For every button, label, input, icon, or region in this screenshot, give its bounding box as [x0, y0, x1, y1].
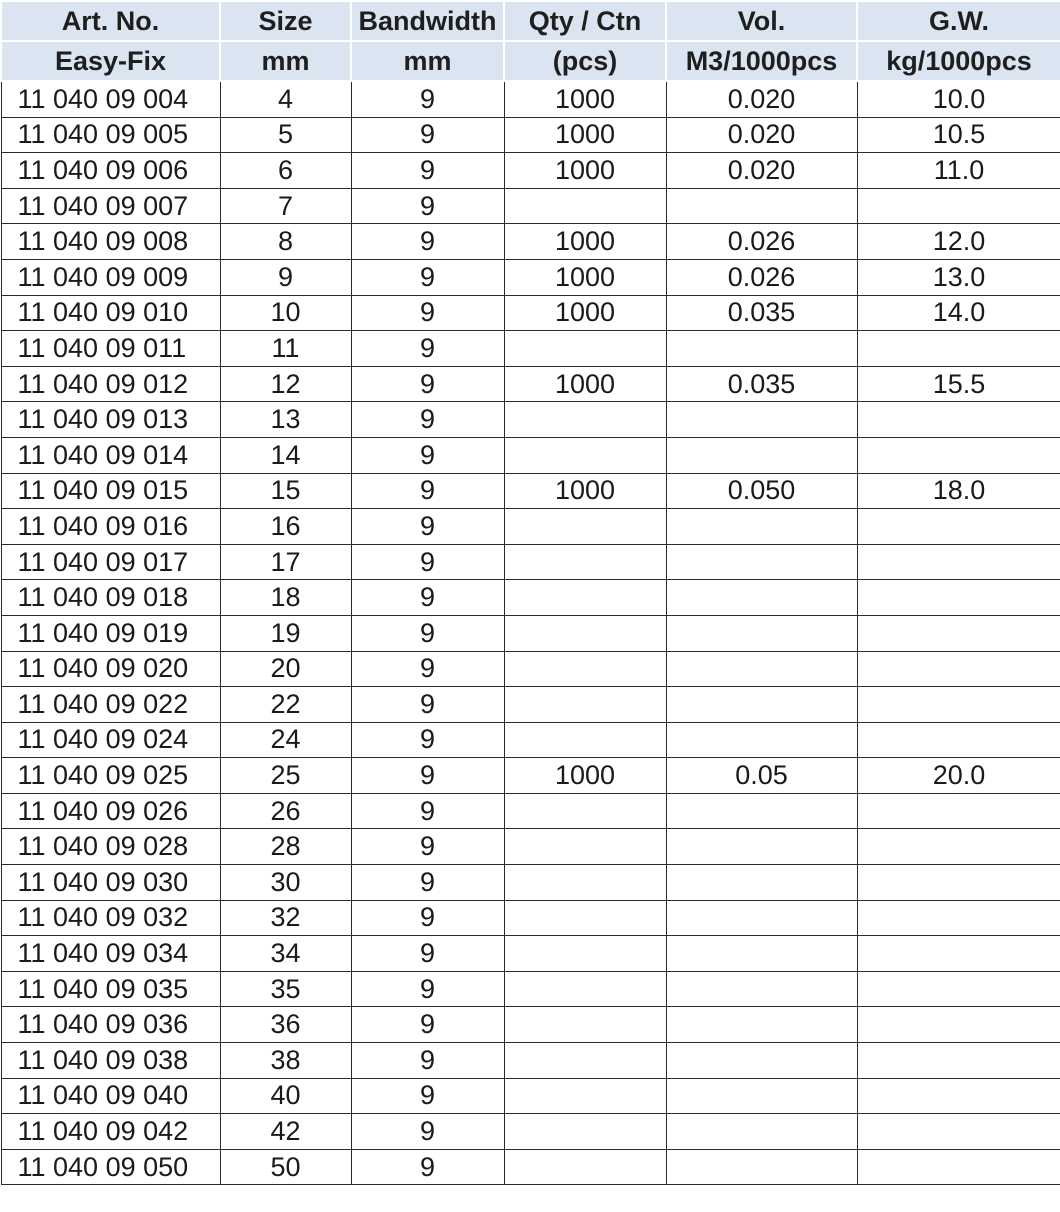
- gw-cell: [857, 1078, 1060, 1114]
- vol-cell: [666, 580, 857, 616]
- gw-cell: [857, 509, 1060, 545]
- art-no-cell: 11 040 09 009: [1, 259, 220, 295]
- gw-cell: [857, 331, 1060, 367]
- bandwidth-cell: 9: [351, 473, 504, 509]
- qty-cell: [504, 1114, 666, 1150]
- bandwidth-cell: 9: [351, 402, 504, 438]
- qty-cell: 1000: [504, 81, 666, 117]
- art-no-cell: 11 040 09 050: [1, 1149, 220, 1185]
- table-row: [1, 580, 1060, 616]
- size-cell: 14: [220, 437, 351, 473]
- gw-cell: 13.0: [857, 259, 1060, 295]
- qty-cell: [504, 437, 666, 473]
- gw-cell: [857, 437, 1060, 473]
- size-cell: 16: [220, 509, 351, 545]
- art-no-cell: 11 040 09 032: [1, 900, 220, 936]
- art-no-cell: 11 040 09 030: [1, 865, 220, 901]
- bandwidth-cell: 9: [351, 117, 504, 153]
- qty-cell: [504, 651, 666, 687]
- vol-cell: [666, 402, 857, 438]
- gw-cell: [857, 1114, 1060, 1150]
- table-row: [1, 259, 1060, 295]
- qty-cell: [504, 580, 666, 616]
- art-no-cell: 11 040 09 022: [1, 687, 220, 723]
- size-cell: 30: [220, 865, 351, 901]
- header-size: Size: [220, 1, 351, 41]
- header-gw-unit: kg/1000pcs: [857, 41, 1060, 81]
- size-cell: 32: [220, 900, 351, 936]
- header-row-2: [1, 41, 1060, 81]
- size-cell: 12: [220, 366, 351, 402]
- vol-cell: [666, 722, 857, 758]
- gw-cell: [857, 188, 1060, 224]
- qty-cell: [504, 722, 666, 758]
- size-cell: 17: [220, 544, 351, 580]
- art-no-cell: 11 040 09 010: [1, 295, 220, 331]
- vol-cell: [666, 509, 857, 545]
- size-cell: 50: [220, 1149, 351, 1185]
- header-qty-unit: (pcs): [504, 41, 666, 81]
- table-row: [1, 544, 1060, 580]
- size-cell: 24: [220, 722, 351, 758]
- qty-cell: 1000: [504, 473, 666, 509]
- gw-cell: [857, 865, 1060, 901]
- qty-cell: [504, 793, 666, 829]
- art-no-cell: 11 040 09 019: [1, 615, 220, 651]
- art-no-cell: 11 040 09 040: [1, 1078, 220, 1114]
- gw-cell: [857, 936, 1060, 972]
- art-no-cell: 11 040 09 017: [1, 544, 220, 580]
- gw-cell: [857, 722, 1060, 758]
- qty-cell: [504, 188, 666, 224]
- header-qty-ctn: Qty / Ctn: [504, 1, 666, 41]
- table-row: [1, 615, 1060, 651]
- size-cell: 7: [220, 188, 351, 224]
- qty-cell: 1000: [504, 366, 666, 402]
- art-no-cell: 11 040 09 042: [1, 1114, 220, 1150]
- qty-cell: 1000: [504, 758, 666, 794]
- size-cell: 15: [220, 473, 351, 509]
- bandwidth-cell: 9: [351, 615, 504, 651]
- size-cell: 26: [220, 793, 351, 829]
- art-no-cell: 11 040 09 036: [1, 1007, 220, 1043]
- vol-cell: [666, 793, 857, 829]
- header-row-1: [1, 1, 1060, 41]
- qty-cell: [504, 687, 666, 723]
- qty-cell: [504, 509, 666, 545]
- table-row: [1, 295, 1060, 331]
- gw-cell: [857, 900, 1060, 936]
- gw-cell: 11.0: [857, 153, 1060, 189]
- gw-cell: [857, 1007, 1060, 1043]
- vol-cell: 0.020: [666, 153, 857, 189]
- art-no-cell: 11 040 09 013: [1, 402, 220, 438]
- gw-cell: [857, 687, 1060, 723]
- bandwidth-cell: 9: [351, 936, 504, 972]
- size-cell: 6: [220, 153, 351, 189]
- header-easy-fix: Easy-Fix: [1, 41, 220, 81]
- bandwidth-cell: 9: [351, 971, 504, 1007]
- size-cell: 9: [220, 259, 351, 295]
- gw-cell: 10.5: [857, 117, 1060, 153]
- table-row: [1, 402, 1060, 438]
- bandwidth-cell: 9: [351, 829, 504, 865]
- bandwidth-cell: 9: [351, 722, 504, 758]
- art-no-cell: 11 040 09 034: [1, 936, 220, 972]
- bandwidth-cell: 9: [351, 1078, 504, 1114]
- qty-cell: 1000: [504, 295, 666, 331]
- gw-cell: [857, 580, 1060, 616]
- art-no-cell: 11 040 09 028: [1, 829, 220, 865]
- vol-cell: [666, 936, 857, 972]
- art-no-cell: 11 040 09 035: [1, 971, 220, 1007]
- bandwidth-cell: 9: [351, 509, 504, 545]
- art-no-cell: 11 040 09 026: [1, 793, 220, 829]
- qty-cell: [504, 544, 666, 580]
- vol-cell: [666, 971, 857, 1007]
- table-row: [1, 722, 1060, 758]
- vol-cell: 0.020: [666, 117, 857, 153]
- art-no-cell: 11 040 09 024: [1, 722, 220, 758]
- qty-cell: [504, 900, 666, 936]
- table-row: [1, 971, 1060, 1007]
- table-row: [1, 936, 1060, 972]
- size-cell: 40: [220, 1078, 351, 1114]
- table-row: [1, 758, 1060, 794]
- bandwidth-cell: 9: [351, 900, 504, 936]
- table-row: [1, 793, 1060, 829]
- art-no-cell: 11 040 09 018: [1, 580, 220, 616]
- vol-cell: [666, 900, 857, 936]
- bandwidth-cell: 9: [351, 259, 504, 295]
- size-cell: 36: [220, 1007, 351, 1043]
- gw-cell: [857, 402, 1060, 438]
- size-cell: 38: [220, 1043, 351, 1079]
- table-row: [1, 865, 1060, 901]
- vol-cell: [666, 1007, 857, 1043]
- size-cell: 18: [220, 580, 351, 616]
- qty-cell: [504, 865, 666, 901]
- bandwidth-cell: 9: [351, 687, 504, 723]
- header-vol: Vol.: [666, 1, 857, 41]
- table-row: [1, 1043, 1060, 1079]
- qty-cell: 1000: [504, 153, 666, 189]
- size-cell: 22: [220, 687, 351, 723]
- gw-cell: [857, 971, 1060, 1007]
- bandwidth-cell: 9: [351, 758, 504, 794]
- table-row: [1, 1149, 1060, 1185]
- table-row: [1, 331, 1060, 367]
- header-bandwidth-unit: mm: [351, 41, 504, 81]
- table-row: [1, 509, 1060, 545]
- table-row: [1, 117, 1060, 153]
- gw-cell: [857, 793, 1060, 829]
- art-no-cell: 11 040 09 008: [1, 224, 220, 260]
- bandwidth-cell: 9: [351, 366, 504, 402]
- table-row: [1, 1114, 1060, 1150]
- qty-cell: [504, 1149, 666, 1185]
- table-row: [1, 651, 1060, 687]
- vol-cell: [666, 829, 857, 865]
- size-cell: 35: [220, 971, 351, 1007]
- art-no-cell: 11 040 09 016: [1, 509, 220, 545]
- bandwidth-cell: 9: [351, 295, 504, 331]
- vol-cell: [666, 544, 857, 580]
- table-row: [1, 1078, 1060, 1114]
- size-cell: 19: [220, 615, 351, 651]
- size-cell: 20: [220, 651, 351, 687]
- size-cell: 8: [220, 224, 351, 260]
- vol-cell: 0.035: [666, 366, 857, 402]
- size-cell: 4: [220, 81, 351, 117]
- bandwidth-cell: 9: [351, 544, 504, 580]
- qty-cell: [504, 615, 666, 651]
- table-row: [1, 1007, 1060, 1043]
- bandwidth-cell: 9: [351, 153, 504, 189]
- table-row: [1, 366, 1060, 402]
- qty-cell: [504, 1078, 666, 1114]
- vol-cell: [666, 331, 857, 367]
- gw-cell: 10.0: [857, 81, 1060, 117]
- art-no-cell: 11 040 09 005: [1, 117, 220, 153]
- qty-cell: [504, 936, 666, 972]
- art-no-cell: 11 040 09 038: [1, 1043, 220, 1079]
- art-no-cell: 11 040 09 014: [1, 437, 220, 473]
- vol-cell: 0.05: [666, 758, 857, 794]
- header-gw: G.W.: [857, 1, 1060, 41]
- size-cell: 28: [220, 829, 351, 865]
- bandwidth-cell: 9: [351, 437, 504, 473]
- bandwidth-cell: 9: [351, 865, 504, 901]
- header-art-no: Art. No.: [1, 1, 220, 41]
- table-row: [1, 153, 1060, 189]
- gw-cell: [857, 1043, 1060, 1079]
- table-body: [1, 81, 1060, 1185]
- bandwidth-cell: 9: [351, 1114, 504, 1150]
- qty-cell: [504, 971, 666, 1007]
- vol-cell: 0.035: [666, 295, 857, 331]
- art-no-cell: 11 040 09 006: [1, 153, 220, 189]
- size-cell: 25: [220, 758, 351, 794]
- vol-cell: 0.020: [666, 81, 857, 117]
- qty-cell: 1000: [504, 117, 666, 153]
- size-cell: 13: [220, 402, 351, 438]
- art-no-cell: 11 040 09 025: [1, 758, 220, 794]
- bandwidth-cell: 9: [351, 793, 504, 829]
- table-row: [1, 81, 1060, 117]
- gw-cell: 14.0: [857, 295, 1060, 331]
- size-cell: 34: [220, 936, 351, 972]
- header-vol-unit: M3/1000pcs: [666, 41, 857, 81]
- vol-cell: [666, 437, 857, 473]
- gw-cell: [857, 829, 1060, 865]
- size-cell: 42: [220, 1114, 351, 1150]
- bandwidth-cell: 9: [351, 1007, 504, 1043]
- gw-cell: 18.0: [857, 473, 1060, 509]
- gw-cell: 20.0: [857, 758, 1060, 794]
- vol-cell: 0.026: [666, 259, 857, 295]
- bandwidth-cell: 9: [351, 1149, 504, 1185]
- qty-cell: [504, 331, 666, 367]
- vol-cell: [666, 865, 857, 901]
- vol-cell: [666, 651, 857, 687]
- gw-cell: [857, 1149, 1060, 1185]
- table-row: [1, 687, 1060, 723]
- vol-cell: [666, 1114, 857, 1150]
- art-no-cell: 11 040 09 004: [1, 81, 220, 117]
- art-no-cell: 11 040 09 020: [1, 651, 220, 687]
- vol-cell: [666, 615, 857, 651]
- table-row: [1, 437, 1060, 473]
- qty-cell: 1000: [504, 224, 666, 260]
- vol-cell: [666, 1043, 857, 1079]
- qty-cell: [504, 1007, 666, 1043]
- qty-cell: [504, 402, 666, 438]
- bandwidth-cell: 9: [351, 580, 504, 616]
- size-cell: 5: [220, 117, 351, 153]
- art-no-cell: 11 040 09 011: [1, 331, 220, 367]
- art-no-cell: 11 040 09 007: [1, 188, 220, 224]
- bandwidth-cell: 9: [351, 188, 504, 224]
- gw-cell: [857, 544, 1060, 580]
- size-cell: 10: [220, 295, 351, 331]
- art-no-cell: 11 040 09 012: [1, 366, 220, 402]
- vol-cell: [666, 188, 857, 224]
- vol-cell: [666, 1149, 857, 1185]
- bandwidth-cell: 9: [351, 331, 504, 367]
- size-cell: 11: [220, 331, 351, 367]
- table-row: [1, 224, 1060, 260]
- table-row: [1, 900, 1060, 936]
- gw-cell: [857, 651, 1060, 687]
- vol-cell: [666, 687, 857, 723]
- bandwidth-cell: 9: [351, 81, 504, 117]
- vol-cell: 0.026: [666, 224, 857, 260]
- bandwidth-cell: 9: [351, 1043, 504, 1079]
- qty-cell: [504, 829, 666, 865]
- gw-cell: 15.5: [857, 366, 1060, 402]
- vol-cell: [666, 1078, 857, 1114]
- qty-cell: [504, 1043, 666, 1079]
- table-row: [1, 829, 1060, 865]
- header-bandwidth: Bandwidth: [351, 1, 504, 41]
- vol-cell: 0.050: [666, 473, 857, 509]
- art-no-cell: 11 040 09 015: [1, 473, 220, 509]
- bandwidth-cell: 9: [351, 651, 504, 687]
- bandwidth-cell: 9: [351, 224, 504, 260]
- table-header: [1, 1, 1060, 81]
- gw-cell: 12.0: [857, 224, 1060, 260]
- header-size-unit: mm: [220, 41, 351, 81]
- qty-cell: 1000: [504, 259, 666, 295]
- table-row: [1, 188, 1060, 224]
- gw-cell: [857, 615, 1060, 651]
- table-row: [1, 473, 1060, 509]
